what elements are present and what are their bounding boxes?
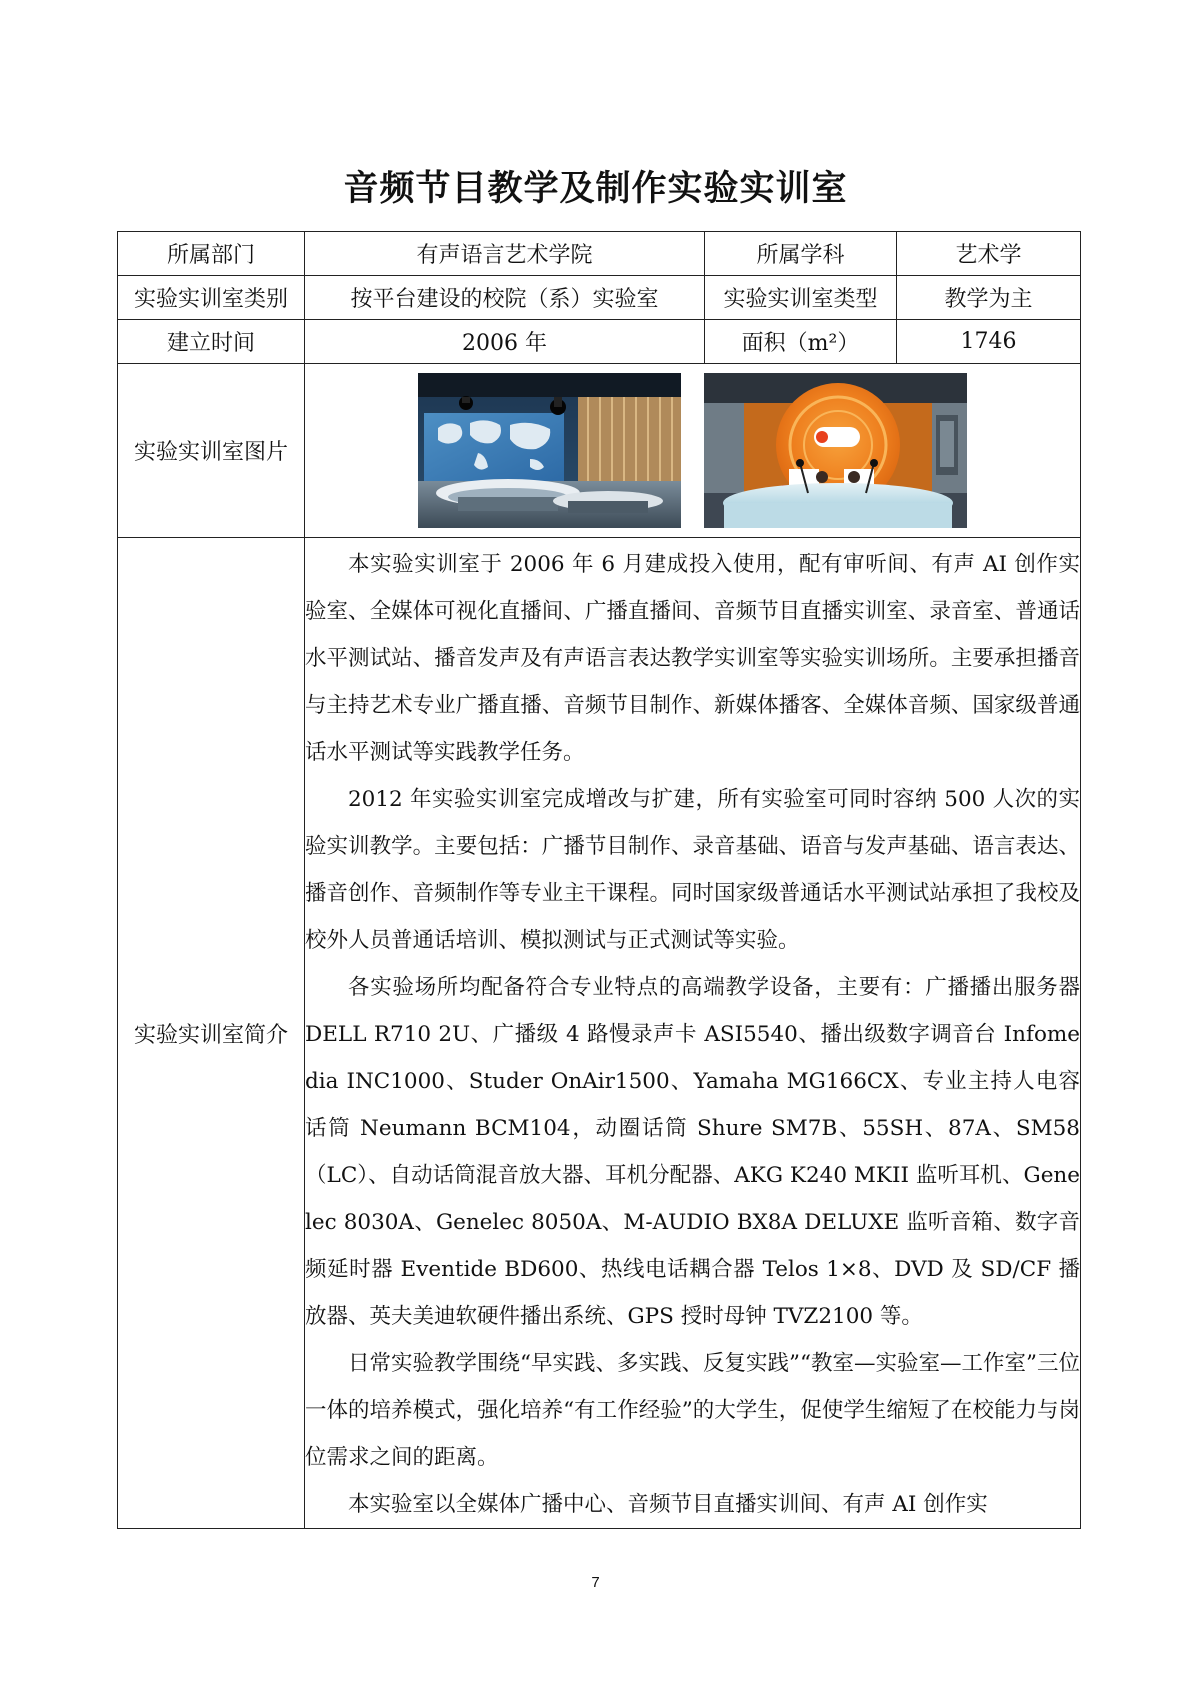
intro-cell xyxy=(305,538,1081,1529)
established-value: 2006 年 xyxy=(305,320,705,364)
area-label: 面积（m²） xyxy=(705,320,897,364)
news-studio-photo xyxy=(418,373,681,528)
discipline-value: 艺术学 xyxy=(897,232,1081,276)
type-value: 教学为主 xyxy=(897,276,1081,320)
intro-paragraph: 各实验场所均配备符合专业特点的高端教学设备，主要有：广播播出服务器 DELL R710 2U、广播级 4 路慢录声卡 ASI5540、播出级数字调音台 Infomedia INC1000、Studer OnAir1500、Yamaha MG166CX、专业主持人电容话筒 Neumann BCM104，动圈话筒 Shure SM7B、55SH、87A、SM58（LC）、自动话筒混音放大器、耳机分配器、AKG K240 MKII 监听耳机、Genelec 8030A、Genelec 8050A、M-AUDIO BX8A DELUXE 监听音箱、数字音频延时器 Eventide BD600、热线电话耦合器 Telos 1×8、DVD 及 SD/CF 播放器、英夫美迪软硬件播出系统、GPS 授时母钟 TVZ2100 等。 xyxy=(305,975,1080,1329)
photos-label: 实验实训室图片 xyxy=(118,364,305,538)
intro-paragraph: 本实验室以全媒体广播中心、音频节目直播实训间、有声 AI 创作实 xyxy=(348,1492,988,1517)
photo-group xyxy=(305,373,1080,528)
type-label: 实验实训室类型 xyxy=(705,276,897,320)
area-value: 1746 xyxy=(897,320,1081,364)
dept-label: 所属部门 xyxy=(118,232,305,276)
radio-studio-photo xyxy=(704,373,967,528)
intro-paragraph: 2012 年实验实训室完成增改与扩建，所有实验室可同时容纳 500 人次的实验实训教学。主要包括：广播节目制作、录音基础、语音与发声基础、语言表达、播音创作、音频制作等专业主干课程。同时国家级普通话水平测试站承担了我校及校外人员普通话培训、模拟测试与正式测试等实验。 xyxy=(305,787,1080,953)
intro-paragraph: 日常实验教学围绕“早实践、多实践、反复实践”“教室—实验室—工作室”三位一体的培养模式，强化培养“有工作经验”的大学生，促使学生缩短了在校能力与岗位需求之间的距离。 xyxy=(305,1351,1080,1470)
intro-text xyxy=(305,541,1080,1525)
table-row xyxy=(118,232,1081,276)
table-row xyxy=(118,320,1081,364)
dept-value: 有声语言艺术学院 xyxy=(305,232,705,276)
photos-cell xyxy=(305,364,1081,538)
table-row xyxy=(118,364,1081,538)
established-label: 建立时间 xyxy=(118,320,305,364)
page-title: 音频节目教学及制作实验实训室 xyxy=(343,169,848,209)
table-row xyxy=(118,276,1081,320)
intro-label: 实验实训室简介 xyxy=(118,538,305,1529)
discipline-label: 所属学科 xyxy=(705,232,897,276)
intro-paragraph: 本实验实训室于 2006 年 6 月建成投入使用，配有审听间、有声 AI 创作实验室、全媒体可视化直播间、广播直播间、音频节目直播实训室、录音室、普通话水平测试站、播音发声及有声语言表达教学实训室等实验实训场所。主要承担播音与主持艺术专业广播直播、音频节目制作、新媒体播客、全媒体音频、国家级普通话水平测试等实践教学任务。 xyxy=(305,552,1080,765)
lab-info-table xyxy=(117,231,1081,1529)
category-value: 按平台建设的校院（系）实验室 xyxy=(305,276,705,320)
page-number: 7 xyxy=(591,1574,600,1591)
category-label: 实验实训室类别 xyxy=(118,276,305,320)
table-row xyxy=(118,538,1081,1529)
